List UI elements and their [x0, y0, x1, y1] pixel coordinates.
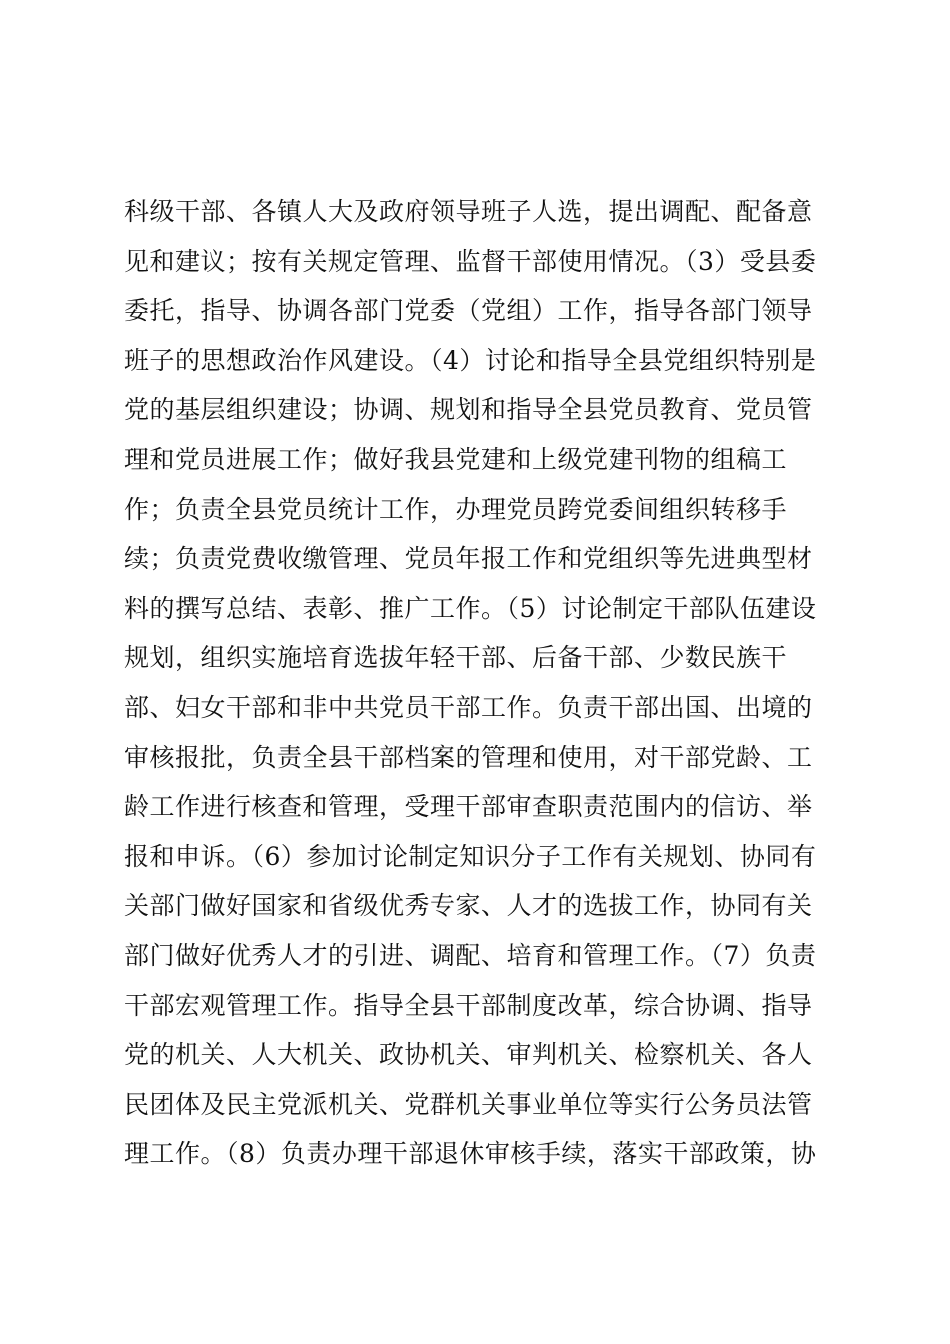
text-line: 干部宏观管理工作。指导全县干部制度改革，综合协调、指导: [124, 990, 813, 1020]
text-line: 龄工作进行核查和管理，受理干部审查职责范围内的信访、举: [124, 792, 813, 822]
text-line: 关部门做好国家和省级优秀专家、人才的选拔工作，协同有关: [124, 891, 813, 921]
text-line: 班子的思想政治作风建设。（4）讨论和指导全县党组织特别是: [124, 345, 817, 375]
text-line: 党的基层组织建设；协调、规划和指导全县党员教育、党员管: [124, 395, 813, 425]
text-line: 作；负责全县党员统计工作，办理党员跨党委间组织转移手: [124, 494, 788, 524]
text-line: 理和党员进展工作；做好我县党建和上级党建刊物的组稿工: [124, 444, 788, 474]
text-line: 见和建议；按有关规定管理、监督干部使用情况。（3）受县委: [124, 246, 817, 276]
text-line: 委托，指导、协调各部门党委（党组）工作，指导各部门领导: [124, 296, 813, 326]
text-line: 科级干部、各镇人大及政府领导班子人选，提出调配、配备意: [124, 197, 813, 226]
text-line: 报和申诉。（6）参加讨论制定知识分子工作有关规划、协同有: [124, 841, 817, 871]
text-line: 理工作。（8）负责办理干部退休审核手续，落实干部政策，协: [124, 1139, 817, 1169]
text-line: 党的机关、人大机关、政协机关、审判机关、检察机关、各人: [124, 1040, 813, 1070]
text-line: 民团体及民主党派机关、党群机关事业单位等实行公务员法管: [124, 1089, 813, 1119]
text-line: 部、妇女干部和非中共党员干部工作。负责干部出国、出境的: [124, 692, 813, 722]
text-line: 料的撰写总结、表彰、推广工作。（5）讨论制定干部队伍建设: [124, 593, 817, 623]
text-line: 规划，组织实施培育选拔年轻干部、后备干部、少数民族干: [124, 643, 788, 673]
text-line: 续；负责党费收缴管理、党员年报工作和党组织等先进典型材: [124, 544, 813, 574]
text-line: 部门做好优秀人才的引进、调配、培育和管理工作。（7）负责: [124, 940, 817, 970]
text-line: 审核报批，负责全县干部档案的管理和使用，对干部党龄、工: [124, 742, 813, 772]
body-text: [124, 187, 844, 1179]
